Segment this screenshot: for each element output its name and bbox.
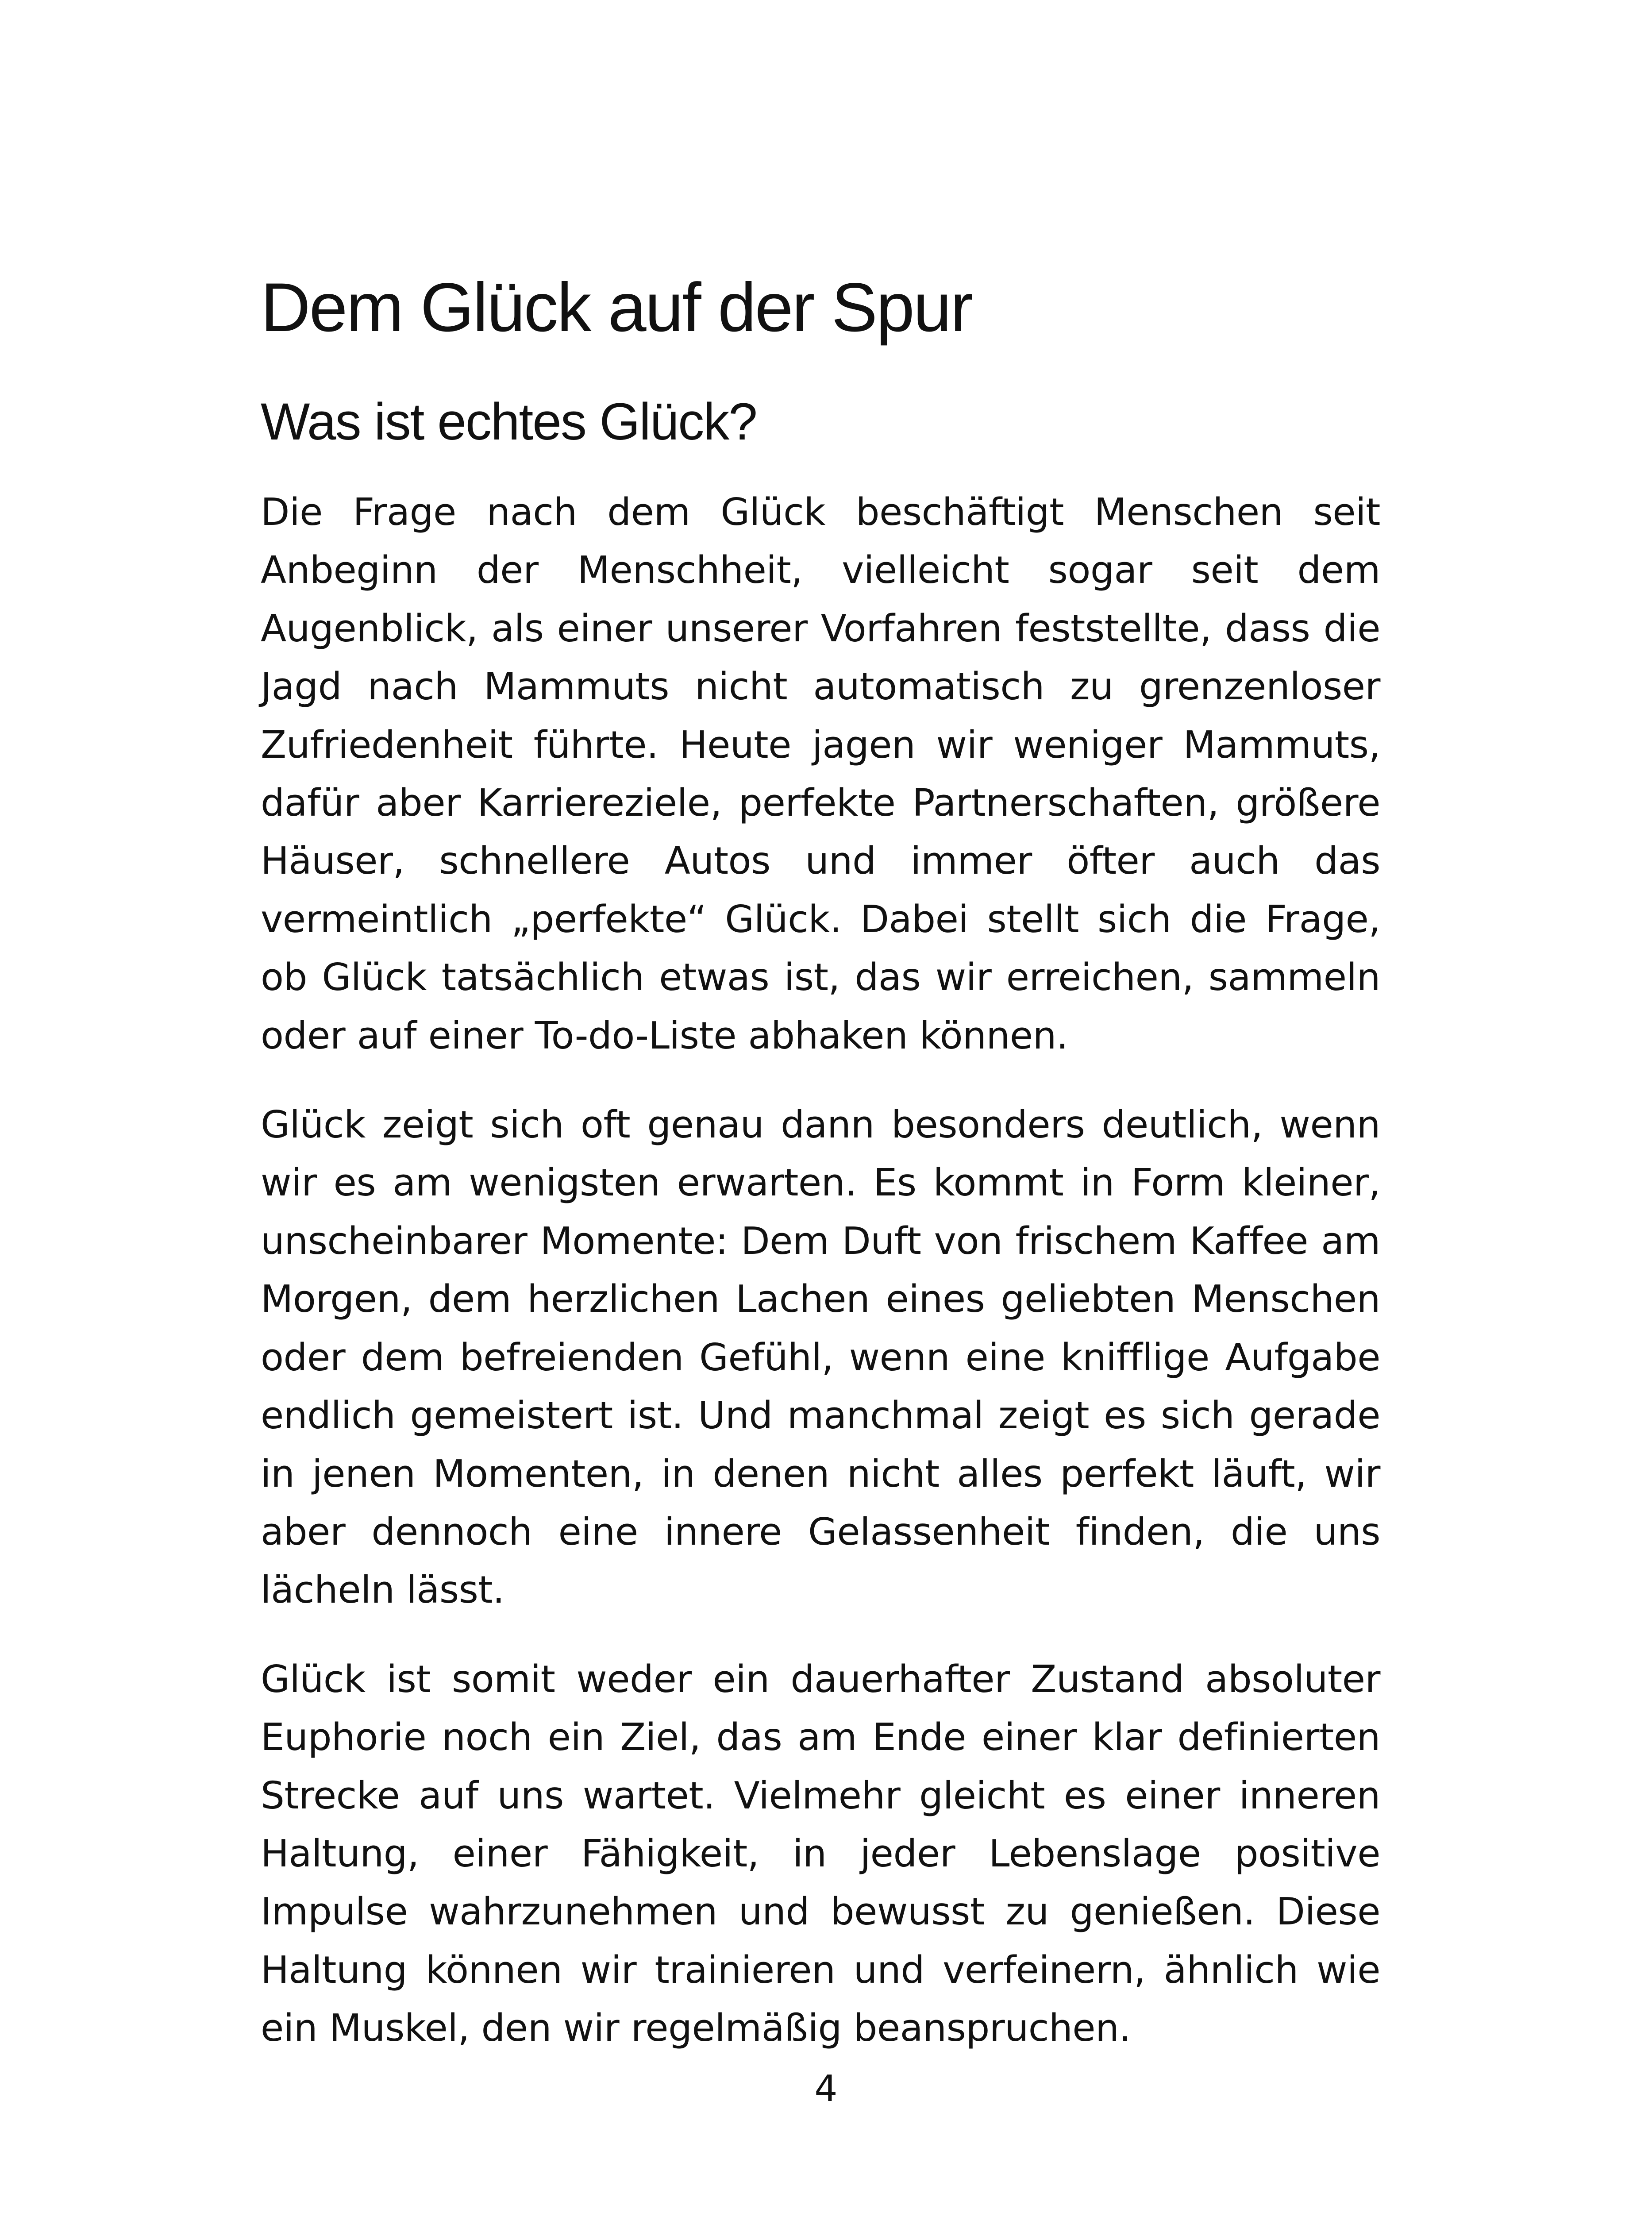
chapter-title: Dem Glück auf der Spur (261, 269, 972, 346)
paragraph: Die Frage nach dem Glück beschäftigt Menschen seit Anbeginn der Menschheit, vielleicht sogar seit dem Augenblick, als einer unserer Vorfahren feststellte, dass die Jagd nach Mammuts nicht automatisch zu grenzenloser Zufriedenheit führte. Heute jagen wir weniger Mammuts, dafür aber Karriereziele, perfekte Partnerschaften, größere Häuser, schnellere Autos und immer öfter auch das vermeintlich „perfekte“ Glück. Dabei stellt sich die Frage, ob Glück tatsächlich etwas ist, das wir erreichen, sammeln oder auf einer To-do-Liste abhaken können. (261, 490, 1380, 1058)
section-title: Was ist echtes Glück? (261, 393, 757, 451)
paragraph: Glück zeigt sich oft genau dann besonders deutlich, wenn wir es am wenigsten erwarten. Es kommt in Form kleiner, unscheinbarer Momente: Dem Duft von frischem Kaffee am Morgen, dem herzlichen Lachen eines geliebten Menschen oder dem befreienden Gefühl, wenn eine knifflige Aufgabe endlich gemeistert ist. Und manchmal zeigt es sich gerade in jenen Momenten, in denen nicht alles perfekt läuft, wir aber dennoch eine innere Gelassenheit finden, die uns lächeln lässt. (261, 1103, 1380, 1612)
paragraph: Glück ist somit weder ein dauerhafter Zustand absoluter Euphorie noch ein Ziel, das am Ende einer klar definierten Strecke auf uns wartet. Vielmehr gleicht es einer inneren Haltung, einer Fähigkeit, in jeder Lebenslage positive Impulse wahrzunehmen und bewusst zu genießen. Diese Haltung können wir trainieren und verfeinern, ähnlich wie ein Muskel, den wir regelmäßig beanspruchen. (261, 1657, 1380, 2051)
body-text (261, 483, 1380, 2058)
page-number: 4 (814, 2068, 838, 2110)
